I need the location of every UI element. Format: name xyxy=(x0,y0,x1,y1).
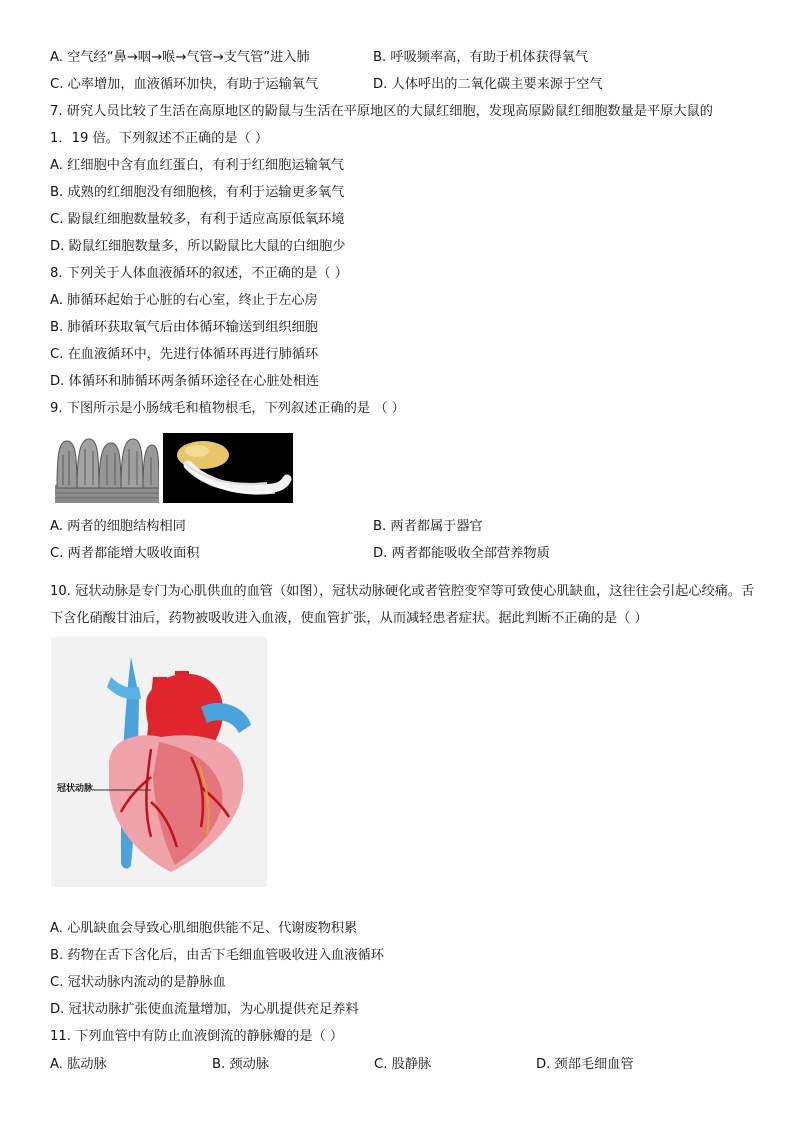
q9-option-b: B. 两者都属于器官 xyxy=(373,519,483,534)
heart-figure xyxy=(51,637,267,887)
q8-option-d: D. 体循环和肺循环两条循环途径在心脏处相连 xyxy=(50,374,320,389)
root-hair-drawing xyxy=(163,433,293,503)
q8-option-c: C. 在血液循环中，先进行体循环再进行肺循环 xyxy=(50,347,319,362)
q9-option-a: A. 两者的细胞结构相同 xyxy=(50,519,186,534)
q9-option-d: D. 两者都能吸收全部营养物质 xyxy=(373,546,550,561)
q6-option-d: D. 人体呼出的二氧化碳主要来源于空气 xyxy=(373,77,603,92)
q8-option-b: B. 肺循环获取氧气后由体循环输送到组织细胞 xyxy=(50,320,318,335)
root-hair-figure xyxy=(163,433,293,503)
q8-stem: 8. 下列关于人体血液循环的叙述，不正确的是（ ） xyxy=(50,266,348,281)
q7-stem-line1: 7. 研究人员比较了生活在高原地区的鼢鼠与生活在平原地区的大鼠红细胞，发现高原鼢鼠红细胞数量是平原大鼠的 xyxy=(50,104,713,119)
q7-option-b: B. 成熟的红细胞没有细胞核，有利于运输更多氧气 xyxy=(50,185,345,200)
q10-option-d: D. 冠状动脉扩张使血流量增加，为心肌提供充足养料 xyxy=(50,1002,359,1017)
q6-option-a: A. 空气经“鼻→咽→喉→气管→支气管”进入肺 xyxy=(50,50,310,65)
q8-option-a: A. 肺循环起始于心脏的右心室，终止于左心房 xyxy=(50,293,318,308)
q6-option-c: C. 心率增加，血液循环加快，有助于运输氧气 xyxy=(50,77,319,92)
q7-option-c: C. 鼢鼠红细胞数量较多，有利于适应高原低氧环境 xyxy=(50,212,345,227)
q11-option-b: B. 颈动脉 xyxy=(212,1057,269,1072)
coronary-artery-label: 冠状动脉 xyxy=(57,784,94,794)
q10-option-a: A. 心肌缺血会导致心肌细胞供能不足、代谢废物积累 xyxy=(50,921,358,936)
q10-stem: 10. 冠状动脉是专门为心肌供血的血管（如图），冠状动脉硬化或者管腔变窄等可致使心肌缺血，这往往会引起心绞痛。舌下含化硝酸甘油后，药物被吸收进入血液，使血管扩张，从而减轻患者症状。据此判断不正确的是（ ） xyxy=(50,584,755,626)
q7-stem-line2: 1．19 倍。下列叙述不正确的是（ ） xyxy=(50,131,269,146)
q11-option-a: A. 肱动脉 xyxy=(50,1057,107,1072)
q11-option-c: C. 股静脉 xyxy=(374,1057,432,1072)
q7-option-a: A. 红细胞中含有血红蛋白，有利于红细胞运输氧气 xyxy=(50,158,345,173)
q10-option-b: B. 药物在舌下含化后，由舌下毛细血管吸收进入血液循环 xyxy=(50,948,384,963)
q11-option-d: D. 颈部毛细血管 xyxy=(536,1057,634,1072)
q7-option-d: D. 鼢鼠红细胞数量多，所以鼢鼠比大鼠的白细胞少 xyxy=(50,239,346,254)
intestinal-villi-figure xyxy=(55,433,159,503)
q10-option-c: C. 冠状动脉内流动的是静脉血 xyxy=(50,975,226,990)
q9-option-c: C. 两者都能增大吸收面积 xyxy=(50,546,200,561)
heart-drawing xyxy=(51,637,267,887)
q6-option-b: B. 呼吸频率高，有助于机体获得氧气 xyxy=(373,50,589,65)
q9-stem: 9. 下图所示是小肠绒毛和植物根毛，下列叙述正确的是 （ ） xyxy=(50,401,405,416)
villi-drawing xyxy=(55,433,159,503)
q11-stem: 11. 下列血管中有防止血液倒流的静脉瓣的是（ ） xyxy=(50,1029,344,1044)
